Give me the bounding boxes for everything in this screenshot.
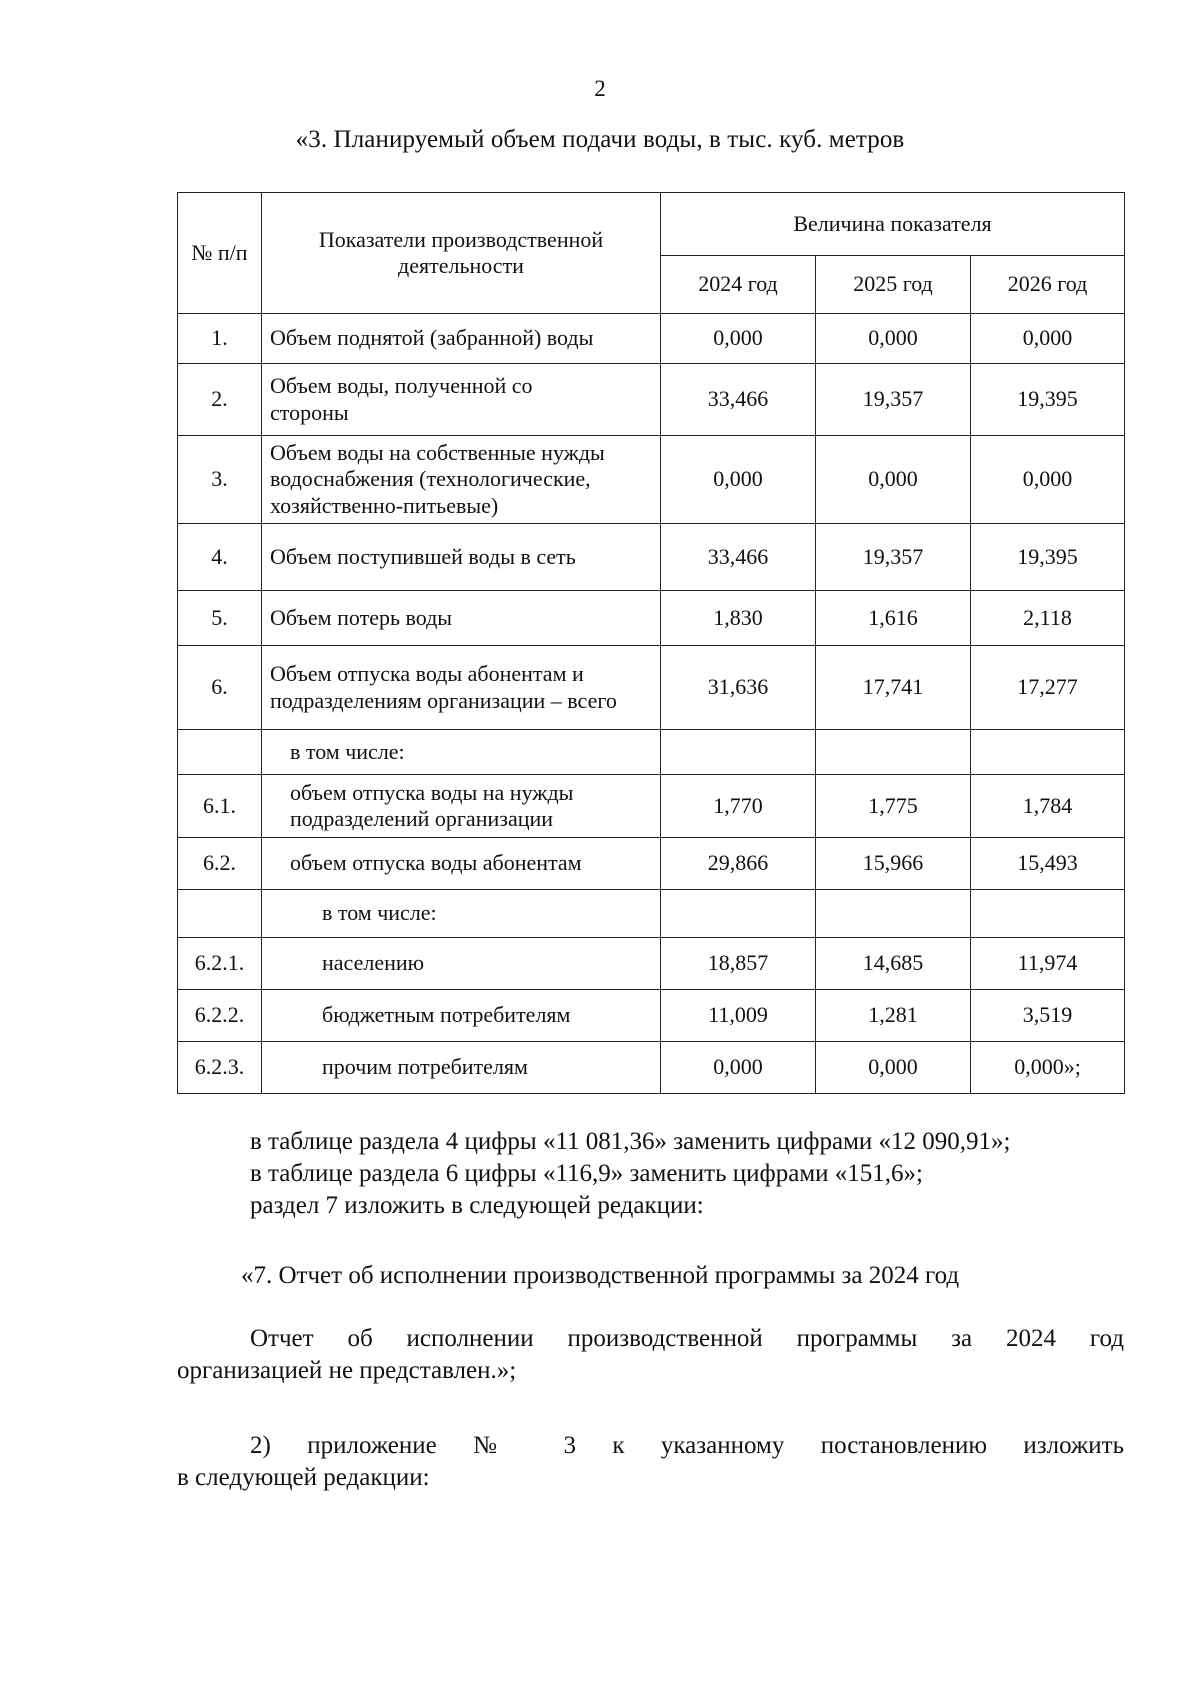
row-value-2025: 0,000 [816, 436, 971, 524]
row-name: Объем поступившей воды в сеть [262, 524, 661, 591]
table-row [178, 524, 1125, 591]
table-row [178, 990, 1125, 1042]
item-2-line: 2) приложение № 3 к указанному постановлению изложить [250, 1432, 1124, 1459]
amendment-line: раздел 7 изложить в следующей редакции: [250, 1192, 704, 1219]
row-name: прочим потребителям [262, 1042, 661, 1094]
table-row [178, 1042, 1125, 1094]
row-value-2024: 31,636 [661, 646, 816, 730]
row-value-2026 [971, 890, 1125, 938]
table-header-row [178, 193, 1125, 256]
row-value-2024: 33,466 [661, 364, 816, 436]
row-num: 2. [178, 364, 262, 436]
section-3-title: «3. Планируемый объем подачи воды, в тыс. куб. метров [295, 126, 905, 153]
row-num: 1. [178, 314, 262, 364]
row-name: Объем потерь воды [262, 591, 661, 646]
row-value-2026: 19,395 [971, 364, 1125, 436]
row-value-2025: 19,357 [816, 364, 971, 436]
row-name: объем отпуска воды на нужды подразделений организации [262, 775, 661, 838]
row-value-2026: 0,000 [971, 314, 1125, 364]
header-indicator: Показатели производственной деятельности [262, 193, 661, 314]
row-num: 6. [178, 646, 262, 730]
row-value-2026: 0,000 [971, 436, 1125, 524]
row-name: в том числе: [262, 890, 661, 938]
row-name: бюджетным потребителям [262, 990, 661, 1042]
row-value-2024: 0,000 [661, 314, 816, 364]
row-value-2025: 14,685 [816, 938, 971, 990]
row-num: 4. [178, 524, 262, 591]
row-num: 3. [178, 436, 262, 524]
row-num [178, 890, 262, 938]
row-value-2025: 19,357 [816, 524, 971, 591]
row-value-2026: 3,519 [971, 990, 1125, 1042]
section-7-text-line: Отчет об исполнении производственной программы за 2024 год [250, 1325, 1124, 1352]
amendment-line: в таблице раздела 4 цифры «11 081,36» заменить цифрами «12 090,91»; [250, 1128, 1011, 1155]
row-value-2025 [816, 730, 971, 775]
row-name: объем отпуска воды абонентам [262, 838, 661, 890]
row-value-2025: 1,281 [816, 990, 971, 1042]
item-2-paragraph [177, 1430, 1124, 1494]
row-value-2024: 18,857 [661, 938, 816, 990]
section-7-text [177, 1323, 1124, 1387]
item-2-line: в следующей редакции: [177, 1464, 430, 1491]
table-row [178, 775, 1125, 838]
table-row [178, 646, 1125, 730]
section-7-text-line: организацией не представлен.»; [177, 1357, 517, 1384]
water-supply-table [177, 192, 1125, 1094]
header-year-2024: 2024 год [661, 256, 816, 314]
table-row [178, 436, 1125, 524]
row-num: 6.2. [178, 838, 262, 890]
row-value-2024: 11,009 [661, 990, 816, 1042]
row-name: населению [262, 938, 661, 990]
row-num: 6.2.3. [178, 1042, 262, 1094]
row-name: Объем воды, полученной со стороны [262, 364, 661, 436]
row-num: 5. [178, 591, 262, 646]
row-value-2026: 1,784 [971, 775, 1125, 838]
row-value-2026 [971, 730, 1125, 775]
amendments-block [177, 1126, 1124, 1222]
row-value-2026: 11,974 [971, 938, 1125, 990]
table-row [178, 591, 1125, 646]
table-row [178, 730, 1125, 775]
row-value-2025 [816, 890, 971, 938]
table-row [178, 838, 1125, 890]
row-value-2024: 33,466 [661, 524, 816, 591]
row-value-2024 [661, 730, 816, 775]
row-num: 6.1. [178, 775, 262, 838]
row-value-2025: 0,000 [816, 1042, 971, 1094]
table-row [178, 314, 1125, 364]
section-7-title: «7. Отчет об исполнении производственной программы за 2024 год [241, 1262, 960, 1289]
row-value-2024: 29,866 [661, 838, 816, 890]
table-row [178, 890, 1125, 938]
row-num: 6.2.1. [178, 938, 262, 990]
row-value-2025: 0,000 [816, 314, 971, 364]
row-value-2025: 17,741 [816, 646, 971, 730]
row-value-2026: 2,118 [971, 591, 1125, 646]
row-name: Объем воды на собственные нужды водоснабжения (технологические, хозяйственно-питьевые) [262, 436, 661, 524]
row-value-2026: 0,000»; [971, 1042, 1125, 1094]
page-number: 2 [594, 76, 606, 101]
header-year-2025: 2025 год [816, 256, 971, 314]
row-num: 6.2.2. [178, 990, 262, 1042]
row-value-2024: 0,000 [661, 436, 816, 524]
row-num [178, 730, 262, 775]
row-name: Объем отпуска воды абонентам и подразделениям организации – всего [262, 646, 661, 730]
row-value-2024: 0,000 [661, 1042, 816, 1094]
header-num: № п/п [178, 193, 262, 314]
row-value-2026: 17,277 [971, 646, 1125, 730]
row-name: в том числе: [262, 730, 661, 775]
table-row [178, 364, 1125, 436]
header-value-group: Величина показателя [661, 193, 1125, 256]
row-value-2025: 15,966 [816, 838, 971, 890]
row-name: Объем поднятой (забранной) воды [262, 314, 661, 364]
header-year-2026: 2026 год [971, 256, 1125, 314]
amendment-line: в таблице раздела 6 цифры «116,9» заменить цифрами «151,6»; [250, 1160, 923, 1187]
table-row [178, 938, 1125, 990]
row-value-2024: 1,770 [661, 775, 816, 838]
row-value-2024: 1,830 [661, 591, 816, 646]
row-value-2026: 15,493 [971, 838, 1125, 890]
row-value-2025: 1,775 [816, 775, 971, 838]
row-value-2025: 1,616 [816, 591, 971, 646]
row-value-2026: 19,395 [971, 524, 1125, 591]
row-value-2024 [661, 890, 816, 938]
